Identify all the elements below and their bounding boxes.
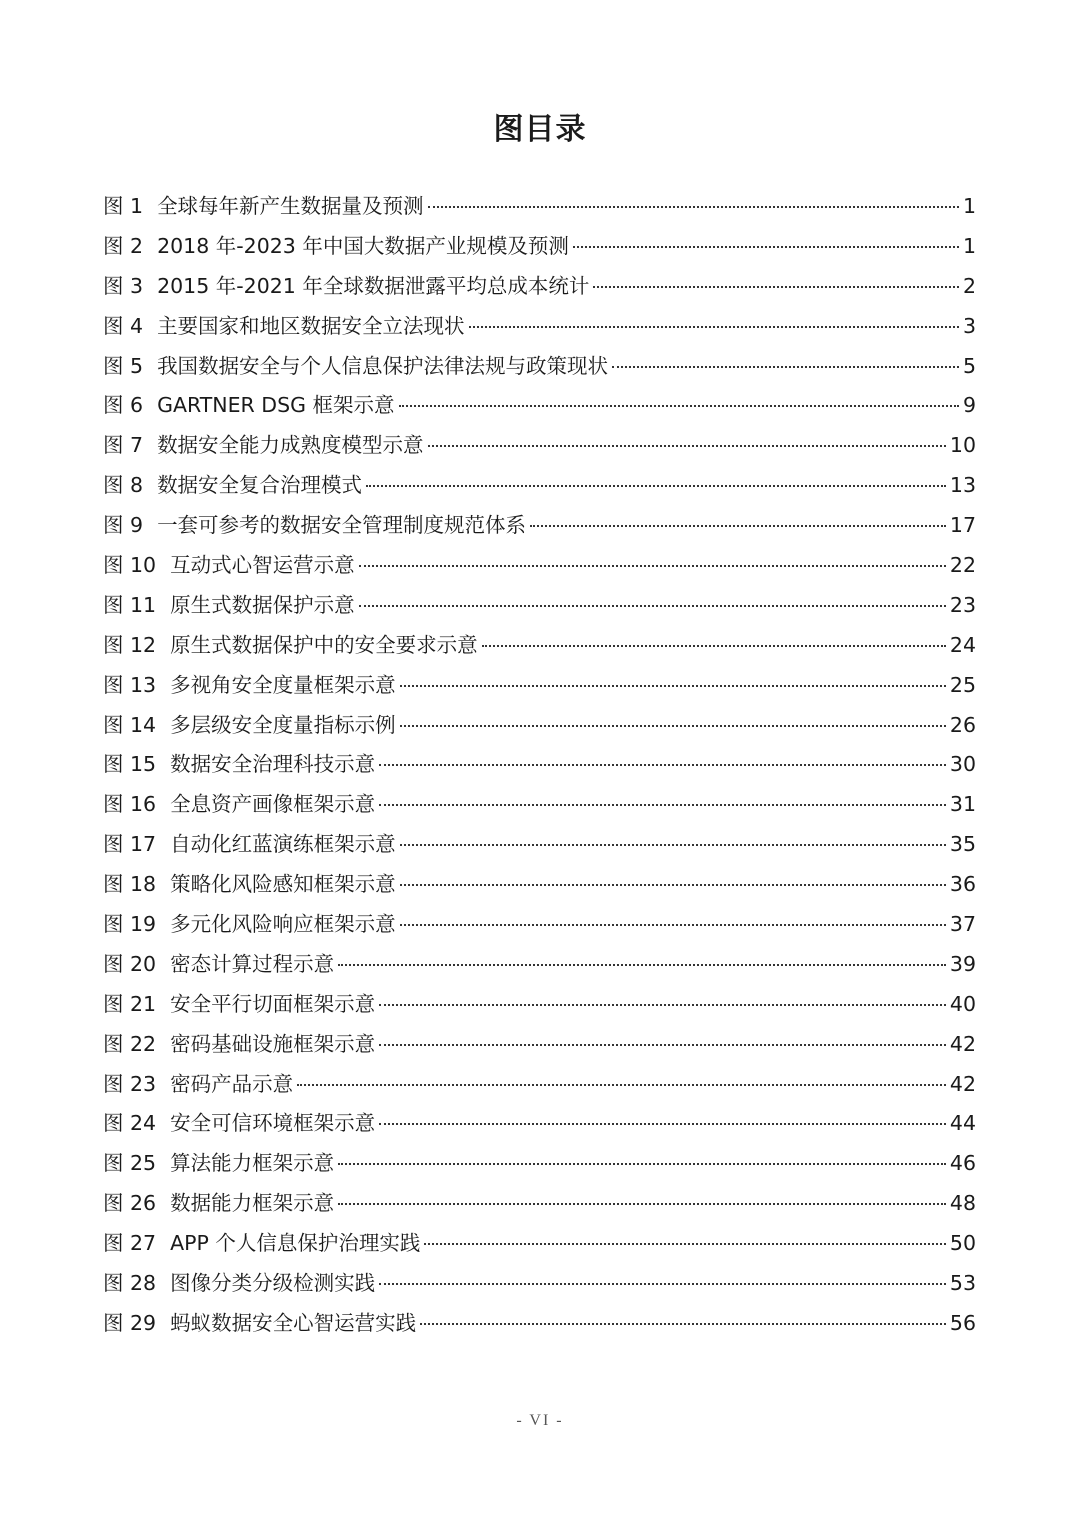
figure-title: 原生式数据保护示意 [170, 592, 355, 617]
toc-entry-28[interactable] [103, 1264, 976, 1304]
toc-entry-22[interactable] [103, 1025, 976, 1065]
page-number: 1 [962, 233, 976, 258]
figure-title: 安全平行切面框架示意 [170, 991, 376, 1016]
dot-leader [400, 685, 946, 687]
figure-title: 安全可信环境框架示意 [170, 1111, 376, 1136]
figure-label: 图 25 [103, 1151, 157, 1176]
figure-title: 自动化红蓝演练框架示意 [170, 832, 396, 857]
figure-label: 图 24 [103, 1111, 157, 1136]
toc-entry-1[interactable] [103, 187, 976, 227]
figure-title: APP 个人信息保护治理实践 [170, 1231, 421, 1256]
page-number: 53 [949, 1271, 976, 1296]
figure-label: 图 29 [103, 1310, 157, 1335]
dot-leader [379, 1123, 946, 1125]
page-number: 39 [949, 951, 976, 976]
figure-label: 图 1 [103, 194, 144, 218]
toc-entry-8[interactable] [103, 466, 976, 506]
dot-leader [379, 804, 946, 806]
figure-title: 数据安全能力成熟度模型示意 [157, 433, 424, 458]
dot-leader [420, 1323, 946, 1325]
figure-title: 策略化风险感知框架示意 [170, 872, 396, 897]
dot-leader [366, 485, 946, 487]
page-number: 9 [962, 393, 976, 418]
toc-entry-24[interactable] [103, 1104, 976, 1144]
dot-leader [400, 725, 946, 727]
figure-title: 全球每年新产生数据量及预测 [157, 194, 424, 218]
toc-entry-3[interactable] [103, 267, 976, 307]
page-number: 3 [962, 313, 976, 338]
toc-entry-14[interactable] [103, 706, 976, 746]
dot-leader [573, 246, 959, 248]
figure-label: 图 12 [103, 632, 157, 657]
figure-label: 图 5 [103, 353, 144, 378]
figure-title: 多视角安全度量框架示意 [170, 672, 396, 697]
figure-title: GARTNER DSG 框架示意 [157, 393, 395, 418]
page-number: 13 [949, 473, 976, 498]
page-number: 44 [949, 1111, 976, 1136]
page-number: 22 [949, 553, 976, 578]
figure-label: 图 16 [103, 792, 157, 817]
figure-title: 原生式数据保护中的安全要求示意 [170, 632, 478, 657]
figure-label: 图 7 [103, 433, 144, 458]
figure-label: 图 11 [103, 592, 157, 617]
toc-entry-11[interactable] [103, 586, 976, 626]
toc-entry-18[interactable] [103, 865, 976, 905]
page-number: 46 [949, 1151, 976, 1176]
toc-entry-4[interactable] [103, 307, 976, 347]
figure-label: 图 15 [103, 752, 157, 777]
figure-title: 蚂蚁数据安全心智运营实践 [170, 1310, 417, 1335]
figure-label: 图 20 [103, 951, 157, 976]
toc-entry-6[interactable] [103, 386, 976, 426]
figure-title: 数据能力框架示意 [170, 1191, 335, 1216]
figure-title: 主要国家和地区数据安全立法现状 [157, 313, 465, 338]
toc-entry-17[interactable] [103, 825, 976, 865]
figure-title: 全息资产画像框架示意 [170, 792, 376, 817]
toc-entry-10[interactable] [103, 546, 976, 586]
figure-title: 算法能力框架示意 [170, 1151, 335, 1176]
dot-leader [379, 1044, 946, 1046]
page-footer-number: - VI - [516, 1412, 564, 1429]
dot-leader [612, 366, 959, 368]
page-number: 30 [949, 752, 976, 777]
figure-title: 数据安全治理科技示意 [170, 752, 376, 777]
page-number: 36 [949, 872, 976, 897]
figure-label: 图 21 [103, 991, 157, 1016]
figure-title: 密码产品示意 [170, 1071, 294, 1096]
dot-leader [428, 206, 959, 208]
figure-title: 密态计算过程示意 [170, 951, 335, 976]
dot-leader [338, 1163, 946, 1165]
figure-label: 图 27 [103, 1231, 157, 1256]
page-number: 5 [962, 353, 976, 378]
toc-entry-27[interactable] [103, 1224, 976, 1264]
page-number: 24 [949, 632, 976, 657]
toc-entry-5[interactable] [103, 347, 976, 387]
page-number: 17 [949, 513, 976, 538]
toc-entry-26[interactable] [103, 1184, 976, 1224]
toc-entry-12[interactable] [103, 626, 976, 666]
page-title: 图目录 [493, 112, 587, 147]
toc-entry-19[interactable] [103, 905, 976, 945]
dot-leader [338, 1203, 946, 1205]
figure-title: 2018 年-2023 年中国大数据产业规模及预测 [157, 233, 569, 258]
dot-leader [297, 1084, 946, 1086]
dot-leader [530, 525, 946, 527]
figure-title: 密码基础设施框架示意 [170, 1031, 376, 1056]
figure-title: 数据安全复合治理模式 [157, 473, 363, 498]
toc-entry-29[interactable] [103, 1304, 976, 1344]
dot-leader [593, 286, 959, 288]
dot-leader [400, 924, 946, 926]
page-number: 42 [949, 1031, 976, 1056]
toc-entry-15[interactable] [103, 745, 976, 785]
toc-entry-21[interactable] [103, 985, 976, 1025]
figure-label: 图 4 [103, 313, 144, 338]
page-number: 37 [949, 912, 976, 937]
figure-label: 图 6 [103, 393, 144, 418]
dot-leader [482, 645, 946, 647]
page-number: 56 [949, 1310, 976, 1335]
figure-label: 图 28 [103, 1271, 157, 1296]
dot-leader [379, 764, 946, 766]
dot-leader [379, 1283, 946, 1285]
figure-label: 图 14 [103, 712, 157, 737]
page-number: 25 [949, 672, 976, 697]
figure-title: 2015 年-2021 年全球数据泄露平均总成本统计 [157, 273, 590, 298]
dot-leader [428, 445, 946, 447]
toc-entry-20[interactable] [103, 945, 976, 985]
figure-label: 图 22 [103, 1031, 157, 1056]
page-number: 23 [949, 592, 976, 617]
dot-leader [359, 565, 946, 567]
dot-leader [424, 1243, 946, 1245]
dot-leader [400, 844, 946, 846]
figure-label: 图 26 [103, 1191, 157, 1216]
page-number: 1 [962, 194, 976, 218]
figure-title: 多层级安全度量指标示例 [170, 712, 396, 737]
dot-leader [338, 964, 946, 966]
figure-label: 图 13 [103, 672, 157, 697]
figure-label: 图 17 [103, 832, 157, 857]
page-number: 42 [949, 1071, 976, 1096]
figure-label: 图 9 [103, 513, 144, 538]
figure-label: 图 8 [103, 473, 144, 498]
page-number: 2 [962, 273, 976, 298]
toc-entry-16[interactable] [103, 785, 976, 825]
figure-title: 图像分类分级检测实践 [170, 1271, 376, 1296]
figure-label: 图 10 [103, 553, 157, 578]
page-number: 35 [949, 832, 976, 857]
page-number: 31 [949, 792, 976, 817]
figure-toc-list [103, 187, 976, 1344]
figure-label: 图 18 [103, 872, 157, 897]
figure-title: 我国数据安全与个人信息保护法律法规与政策现状 [157, 353, 609, 378]
dot-leader [359, 605, 946, 607]
dot-leader [399, 405, 959, 407]
dot-leader [400, 884, 946, 886]
dot-leader [469, 326, 959, 328]
toc-entry-7[interactable] [103, 426, 976, 466]
figure-label: 图 2 [103, 233, 144, 258]
figure-title: 多元化风险响应框架示意 [170, 912, 396, 937]
toc-entry-23[interactable] [103, 1065, 976, 1105]
page-number: 26 [949, 712, 976, 737]
page-number: 40 [949, 991, 976, 1016]
figure-title: 一套可参考的数据安全管理制度规范体系 [157, 513, 527, 538]
toc-entry-2[interactable] [103, 227, 976, 267]
figure-label: 图 23 [103, 1071, 157, 1096]
dot-leader [379, 1004, 946, 1006]
page-number: 48 [949, 1191, 976, 1216]
page-number: 10 [949, 433, 976, 458]
figure-label: 图 3 [103, 273, 144, 298]
toc-entry-25[interactable] [103, 1144, 976, 1184]
toc-entry-13[interactable] [103, 666, 976, 706]
toc-entry-9[interactable] [103, 506, 976, 546]
figure-label: 图 19 [103, 912, 157, 937]
page-number: 50 [949, 1231, 976, 1256]
figure-title: 互动式心智运营示意 [170, 553, 355, 578]
